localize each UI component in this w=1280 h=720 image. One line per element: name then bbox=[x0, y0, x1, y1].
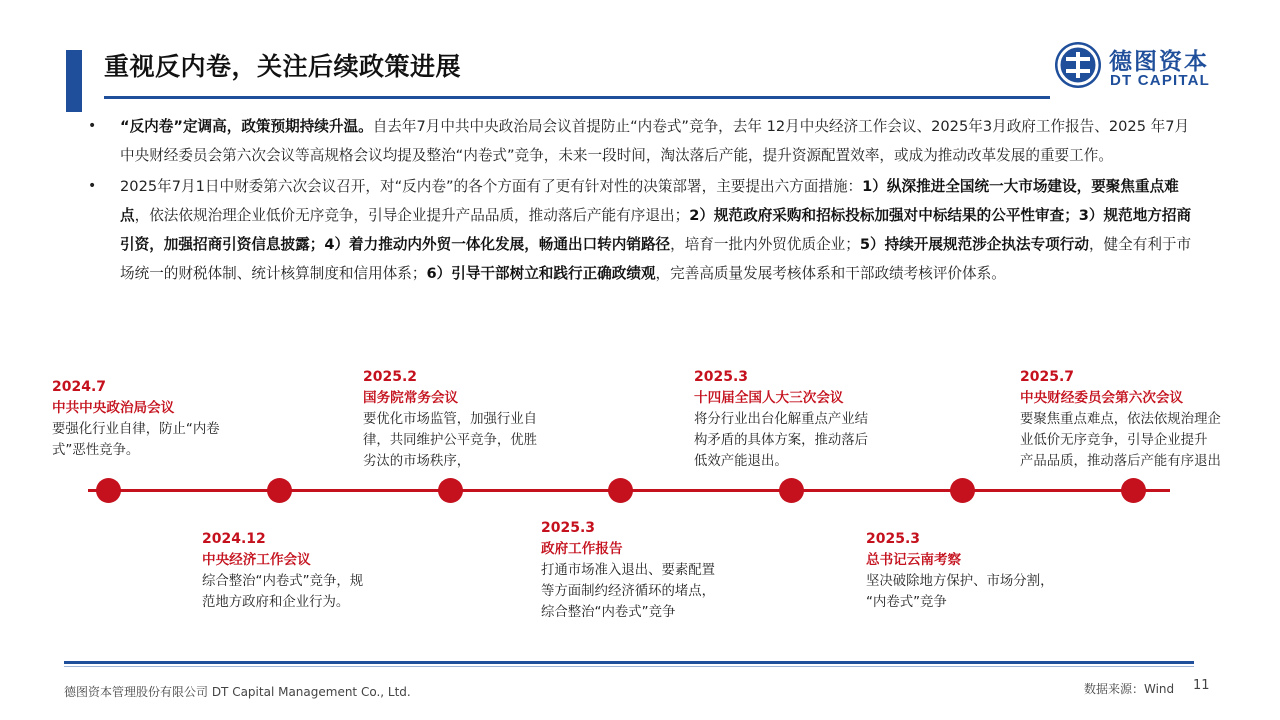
bullet-dot: • bbox=[88, 118, 97, 134]
timeline-node bbox=[779, 478, 804, 503]
event-date: 2025.3 bbox=[541, 520, 596, 536]
event-date: 2025.3 bbox=[866, 531, 921, 547]
timeline-event bbox=[202, 529, 402, 613]
event-date: 2025.2 bbox=[363, 369, 418, 385]
event-description: 要优化市场监管，加强行业自 律，共同维护公平竞争，优胜 劣汰的市场秩序， bbox=[363, 412, 538, 469]
bullet-text: ，依法依规治理企业低价无序竞争，引导企业提升产品品质，推动落后产能有序退出； bbox=[134, 207, 690, 224]
logo-english-text: DT CAPITAL bbox=[1110, 72, 1211, 89]
event-date: 2024.12 bbox=[202, 531, 266, 547]
event-description: 要聚焦重点难点，依法依规治理企 业低价无序竞争，引导企业提升 产品品质，推动落后产能有序退出 bbox=[1020, 412, 1221, 469]
company-logo bbox=[1055, 42, 1225, 92]
bullet-text: ，培育一批内外贸优质企业； bbox=[670, 236, 860, 253]
page-number: 11 bbox=[1193, 678, 1210, 693]
title-accent-bar bbox=[66, 50, 82, 112]
timeline-node bbox=[608, 478, 633, 503]
timeline-event bbox=[363, 367, 563, 472]
bullet-bold-text: 2）规范政府采购和招标投标加强对中标结果的公平性审查；3）规范地方招商引资，加强招商引资信息披露；4）着力推动内外贸一体化发展，畅通出口转内销路径 bbox=[120, 207, 1192, 253]
timeline-node bbox=[438, 478, 463, 503]
event-name: 国务院常务会议 bbox=[363, 390, 459, 406]
timeline-node bbox=[1121, 478, 1146, 503]
bullet-bold-text: 6）引导干部树立和践行正确政绩观 bbox=[426, 265, 656, 282]
event-description: 要强化行业自律，防止“内卷 式”恶性竞争。 bbox=[52, 422, 220, 458]
footer-divider bbox=[64, 661, 1194, 664]
event-date: 2025.3 bbox=[694, 369, 749, 385]
event-name: 十四届全国人大三次会议 bbox=[694, 390, 844, 406]
event-description: 打通市场准入退出、要素配置 等方面制约经济循环的堵点， 综合整治“内卷式”竞争 bbox=[541, 563, 716, 620]
timeline-node bbox=[96, 478, 121, 503]
footer-source: 数据来源：Wind bbox=[1084, 682, 1175, 696]
event-name: 政府工作报告 bbox=[541, 541, 623, 557]
title-underline bbox=[104, 96, 1050, 99]
bullet-text: ，健全有利于市场统一的财税体制、统计核算制度和信用体系； bbox=[120, 236, 1192, 282]
timeline-event bbox=[1020, 367, 1250, 472]
event-name: 中共中央政治局会议 bbox=[52, 400, 175, 416]
event-date: 2025.7 bbox=[1020, 369, 1075, 385]
timeline-event bbox=[866, 529, 1076, 613]
timeline-node bbox=[950, 478, 975, 503]
logo-chinese-text: 德图资本 bbox=[1109, 49, 1209, 75]
footer-divider-thin bbox=[64, 666, 1194, 667]
bullet-item bbox=[84, 172, 1194, 288]
event-name: 中央财经委员会第六次会议 bbox=[1020, 390, 1184, 406]
bullet-text: ，完善高质量发展考核体系和干部政绩考核评价体系。 bbox=[655, 265, 1006, 282]
bullet-list bbox=[84, 112, 1194, 290]
bullet-text: 自去年7月中共中央政治局会议首提防止“内卷式”竞争，去年 12月中央经济工作会议、2025年3月政府工作报告、2025 年7月中央财经委员会第六次会议等高规格会议均提及整治“内卷式”竞争，未来一段时间，淘汰落后产能，提升资源配置效率，或成为推动改革发展的重要工作。 bbox=[120, 118, 1190, 164]
event-name: 总书记云南考察 bbox=[866, 552, 962, 568]
event-description: 将分行业出台化解重点产业结 构矛盾的具体方案，推动落后 低效产能退出。 bbox=[694, 412, 869, 469]
event-date: 2024.7 bbox=[52, 379, 107, 395]
bullet-bold-text: 5）持续开展规范涉企执法专项行动 bbox=[859, 236, 1089, 253]
timeline-event bbox=[52, 377, 252, 461]
timeline-event bbox=[694, 367, 894, 472]
logo-mark-icon bbox=[1055, 42, 1101, 88]
timeline-event bbox=[541, 518, 741, 623]
event-description: 综合整治“内卷式”竞争，规 范地方政府和企业行为。 bbox=[202, 574, 364, 610]
bullet-bold-text: 1）纵深推进全国统一大市场建设，要聚焦重点难点 bbox=[120, 178, 1179, 224]
footer-company: 德图资本管理股份有限公司 DT Capital Management Co., Ltd. bbox=[64, 685, 411, 699]
bullet-text: 2025年7月1日中财委第六次会议召开，对“反内卷”的各个方面有了更有针对性的决策部署，主要提出六方面措施： bbox=[120, 178, 863, 195]
timeline-node bbox=[267, 478, 292, 503]
bullet-dot: • bbox=[88, 178, 97, 194]
page-title: 重视反内卷，关注后续政策进展 bbox=[104, 52, 462, 81]
bullet-bold-lead: “反内卷”定调高，政策预期持续升温。 bbox=[120, 118, 373, 135]
bullet-item bbox=[84, 112, 1194, 170]
event-description: 坚决破除地方保护、市场分割， “内卷式”竞争 bbox=[866, 574, 1054, 610]
event-name: 中央经济工作会议 bbox=[202, 552, 311, 568]
